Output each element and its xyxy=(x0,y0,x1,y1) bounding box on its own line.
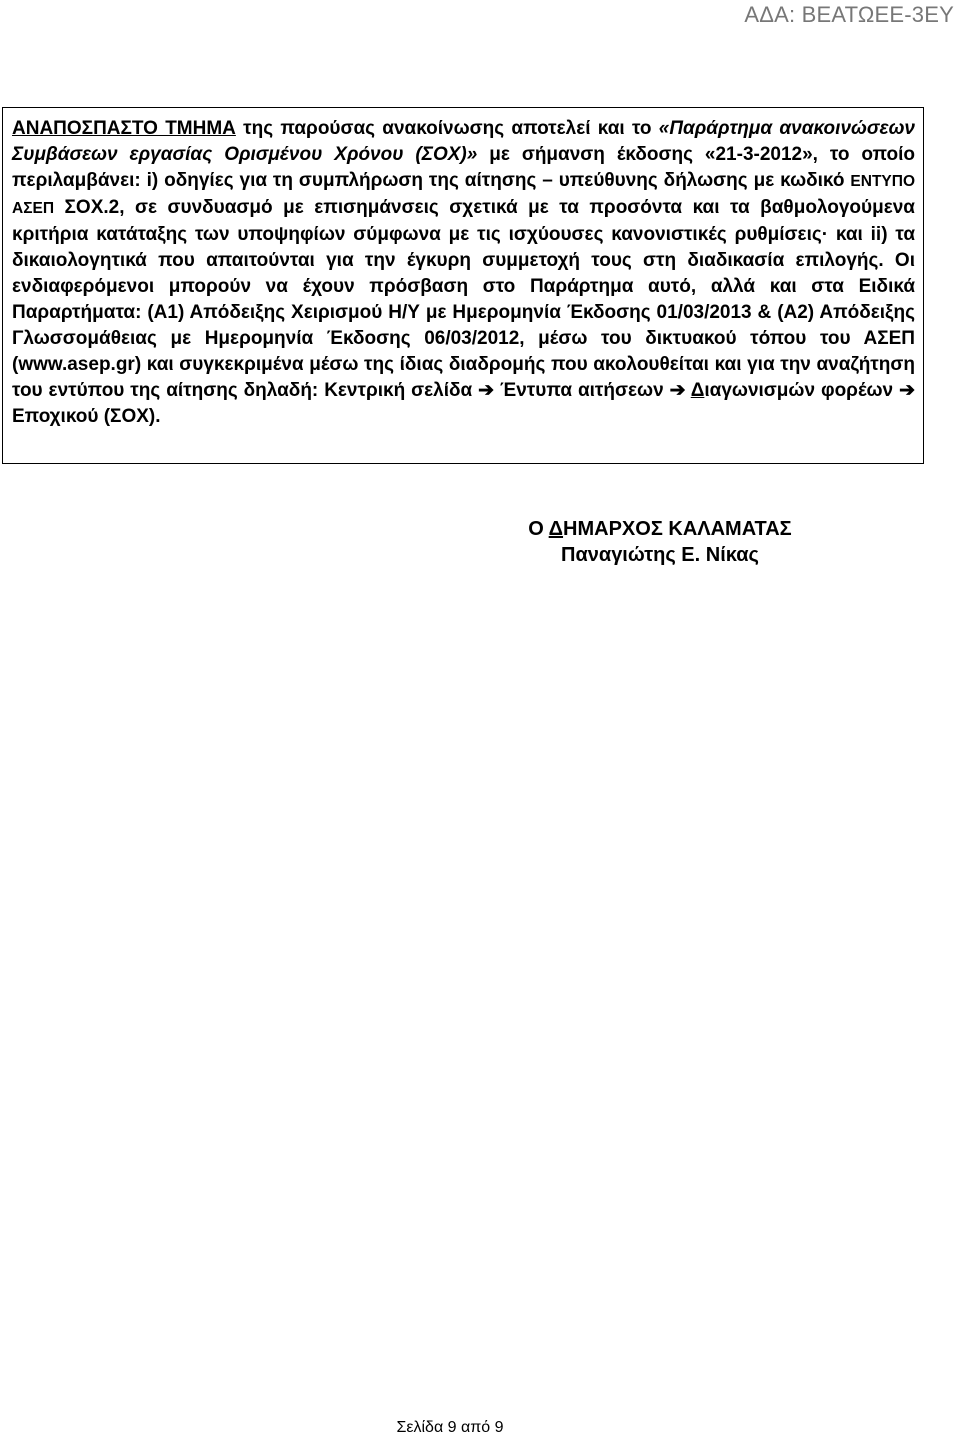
arrow-icon: ➔ xyxy=(899,380,915,401)
page-number: Σελίδα 9 από 9 xyxy=(396,1419,504,1436)
arrow-icon: ➔ xyxy=(478,380,495,401)
ada-code: ΑΔΑ: ΒΕΑΤΩΕΕ-3ΕΥ xyxy=(744,2,954,27)
notice-text-7: Εποχικού (ΣΟΧ). xyxy=(12,406,161,427)
notice-box xyxy=(2,107,924,464)
annex-title: «Παράρτημα ανακοινώσεων Συμβάσεων εργασίας Ορισμένου Χρόνου (ΣΟΧ)» xyxy=(12,118,915,165)
notice-text-2: με σήμανση έκδοσης «21-3-2012», το οποίο περιλαμβάνει: i) οδηγίες για τη συμπλήρωση της αίτησης – υπεύθυνης δήλωσης με κωδικό xyxy=(12,144,915,191)
arrow-icon: ➔ xyxy=(669,380,686,401)
notice-text-3: ΣΟΧ.2, σε συνδυασμό με επισημάνσεις σχετικά με τα προσόντα και τα βαθμολογούμενα κριτήρια κατάταξης των υποψηφίων σύμφωνα με τις ισχύουσες κανονιστικές ρυθμίσεις· και ii) τα δικαιολογητικά που απαιτούνται για την έγκυρη συμμετοχή τους στη διαδικασία επιλογής. Οι ενδιαφερόμενοι μπορούν να έχουν πρόσβαση στο Παράρτημα αυτό, αλλά και στα Ειδικά Παραρτήματα: (Α1) Απόδειξης Χειρισμού Η/Υ με Ημερομηνία Έκδοσης 01/03/2013 & (Α2) Απόδειξης Γλωσσομάθειας με Ημερομηνία Έκδοσης 06/03/2012, μέσω του δικτυακού τόπου του ΑΣΕΠ (www.asep.gr) και συγκεκριμένα μέσω της ίδιας διαδρομής που ακολουθείται και για την αναζήτηση του εντύπου της αίτησης δηλαδή: Κεντρική σελίδα xyxy=(12,197,915,401)
form-code: ΕΝΤΥΠΟ ΑΣΕΠ xyxy=(12,173,915,217)
notice-paragraph xyxy=(12,116,915,430)
signature-title xyxy=(460,516,860,542)
signature-title-prefix: Ο xyxy=(528,518,549,540)
notice-text-1: της παρούσας ανακοίνωσης αποτελεί και το xyxy=(235,118,659,139)
notice-text-6: ιαγωνισμών φορέων xyxy=(704,380,900,401)
signature-title-underlined: Δ xyxy=(548,518,564,540)
notice-text-5: Δ xyxy=(690,380,705,401)
signature-name: Παναγιώτης Ε. Νίκας xyxy=(561,544,759,566)
signature-title-rest: ΗΜΑΡΧΟΣ ΚΑΛΑΜΑΤΑΣ xyxy=(563,518,792,540)
detachable-section-label: ΑΝΑΠΟΣΠΑΣΤΟ ΤΜΗΜΑ xyxy=(12,118,236,139)
notice-text-4: Έντυπα αιτήσεων xyxy=(494,380,670,401)
